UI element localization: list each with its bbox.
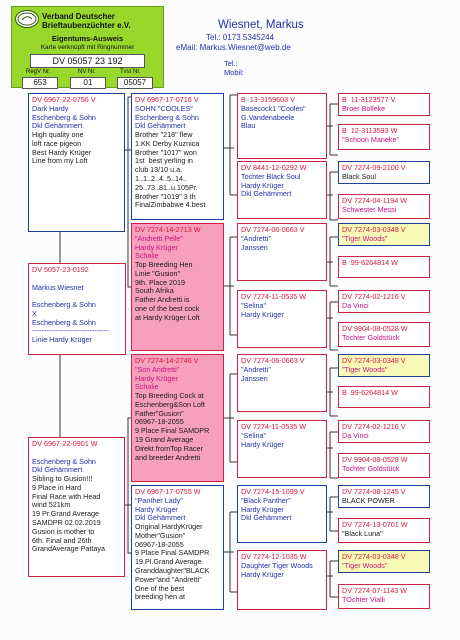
dam-box-line: GrandAverage Pattaya (32, 544, 105, 554)
gen3-box-2-line: Hardy Krüger (241, 180, 284, 190)
subject-box-line: Markus Wiesnet (32, 282, 84, 292)
owner-mobile: Mobil: (224, 68, 245, 77)
gen3-box-1-line: Basecock1 "Cooles" (241, 103, 306, 113)
card-value-regv: 653 (22, 77, 58, 89)
gen3-box-7-line: "Black Panther" (241, 495, 291, 505)
sire-sire-box-line: Dkl Gehämmert (135, 121, 186, 131)
sire-dam-box-line: Linie "Gusion" (135, 268, 181, 278)
gen3-box-3-line: DV 7274-06-0663 V (241, 225, 305, 234)
gen4-box-9-line: "Tiger Woods" (342, 364, 388, 374)
gen3-box-1-line: G.Vandenabeele (241, 112, 295, 122)
dam-box-line: Dkl Gehämmert (32, 465, 83, 475)
dam-sire-box-line: Hardy Krüger (135, 373, 178, 383)
gen3-box-1 (237, 93, 327, 159)
sire-box-line: loft race pigeon (32, 138, 82, 148)
gen4-box-1-line: B 11-3123577 V (342, 95, 396, 104)
owner-phone: Tel.: 0173 5345244 (206, 33, 275, 42)
sire-dam-box-line: South Afrika (135, 286, 174, 296)
gen4-box-12-line: DV 9904-08-0528 W (342, 455, 408, 464)
gen3-box-3-line: "Andretti" (241, 233, 271, 243)
gen4-box-4-line: Schwester Messi (342, 204, 397, 214)
dam-box-line: Eschenberg & Sohn (32, 456, 96, 466)
gen3-box-7-line: Dkl Gehämmert (241, 513, 292, 523)
gen4-box-14 (338, 518, 430, 543)
dam-sire-box-line: Direkt fromTop Racer (135, 443, 203, 453)
dam-sire-box-line: Eschenberg&Son Loft (135, 399, 205, 409)
dam-dam-box-line: One of the best (135, 583, 185, 593)
card-title: Eigentums-Ausweis (51, 34, 124, 43)
dam-box-line: SAMDPR 02.02.2019 (32, 518, 101, 528)
gen4-box-10-line: B 99-6264814 W (342, 388, 398, 397)
sire-box-line: High quality one (32, 130, 84, 140)
sire-dam-box-line: Father Andretti is (135, 295, 190, 305)
sire-box-line: Dark Hardy (32, 103, 69, 113)
gen3-box-4-line: DV 7274-11-0535 W (241, 292, 306, 301)
sire-dam-box-line: 9th. Place 2019 (135, 277, 185, 287)
gen3-box-7 (237, 485, 327, 543)
sire-box-line: DV 6967-22-0756 V (32, 95, 96, 104)
sire-sire-box-line: 1..1..2..4..5..14.. (135, 174, 187, 184)
dam-box-line: wind 521km (32, 500, 71, 510)
gen4-box-2 (338, 124, 430, 150)
gen3-box-5 (237, 354, 327, 412)
gen4-box-3-line: DV 7274-09-2100 V (342, 163, 406, 172)
gen4-box-1-line: Broer Bolleke (342, 103, 386, 113)
card-subtitle: Karte verknüpft mit Ringnummer (40, 44, 135, 51)
dam-box-line: DV 6967-22-0901 W (32, 439, 98, 448)
gen4-box-6-line: B 99-6264814 W (342, 258, 398, 267)
sire-dam-box-line: at Hardy Krüger Loft (135, 312, 200, 322)
gen4-box-14-line: DV 7274-13-0701 W (342, 520, 408, 529)
gen4-box-14-line: "Black Luna" (342, 528, 383, 538)
gen4-box-16 (338, 584, 430, 609)
association-logo-icon (15, 10, 39, 28)
gen3-box-6 (237, 420, 327, 478)
card-label-nv: NV Nr. (78, 69, 96, 75)
dam-dam-box-line: Mother"Gusion" (135, 530, 186, 540)
sire-sire-box-line: 1.KK Derby Kuznica (135, 138, 200, 148)
gen4-box-5-line: "Tiger Woods" (342, 233, 388, 243)
gen4-box-5-line: DV 7274-03-0348 V (342, 225, 406, 234)
gen3-box-1-line: Blau (241, 121, 256, 131)
gen4-box-12 (338, 453, 430, 478)
gen4-box-5 (338, 223, 430, 246)
dam-dam-box-line: "Panther Lady" (135, 495, 183, 505)
dam-box-line: Final Race with Head (32, 491, 101, 501)
subject-box-line: Eschenberg & Sohn (32, 300, 96, 310)
gen4-box-4-line: DV 7274-04-1194 W (342, 196, 407, 205)
dam-dam-box-line: Original HardyKrüger (135, 522, 203, 532)
dam-dam-box (131, 485, 224, 610)
dam-dam-box-line: breeding hen at (135, 592, 185, 602)
card-org-line1: Verband Deutscher (42, 12, 115, 21)
gen3-box-8 (237, 550, 327, 610)
sire-sire-box (131, 93, 224, 220)
dam-sire-box (131, 354, 224, 482)
gen3-box-6-line: Hardy Krüger (241, 439, 284, 449)
dam-dam-box-line: Hardy Krüger (135, 504, 178, 514)
sire-dam-box (131, 223, 224, 351)
dam-sire-box-line: Top Breeding Cock at (135, 391, 204, 401)
gen3-box-4-line: Hardy Krüger (241, 309, 284, 319)
gen3-box-2 (237, 161, 327, 219)
gen4-box-9 (338, 354, 430, 377)
dam-sire-box-line: Father"Gusion" (135, 408, 184, 418)
dam-box (28, 437, 125, 577)
sire-dam-box-line: DV 7274-14-2713 W (135, 225, 201, 234)
dam-box-line: Gusion is mother to (32, 526, 95, 536)
gen4-box-11-line: Da Vinci (342, 430, 369, 440)
sire-sire-box-line: Brother "218" flew (135, 130, 193, 140)
sire-sire-box-line: club 13/10 u.a. (135, 165, 183, 175)
sire-dam-box-line: Top Breeding Hen (135, 260, 193, 270)
gen4-box-15-line: "Tiger Woods" (342, 560, 388, 570)
gen4-box-12-line: Tochter Goldstück (342, 463, 400, 473)
dam-sire-box-line: 06967-18-2055 (135, 417, 184, 427)
gen3-box-8-line: DV 7274-12-1035 W (241, 552, 307, 561)
gen3-box-4 (237, 290, 327, 348)
dam-sire-box-line: DV 7274-14-2746 V (135, 356, 199, 365)
subject-box-line: -------------------------------- (32, 326, 109, 336)
gen4-box-2-line: "Schoon Maneke" (342, 134, 400, 144)
sire-box-line: Dkl Gehämmert (32, 121, 83, 131)
sire-box-line: Line from my Loft (32, 156, 88, 166)
subject-box-line: Linie Hardy Krüger (32, 335, 92, 345)
dam-sire-box-line: 19 Grand Average (135, 435, 194, 445)
sire-dam-box-line: "Andretti Pelle" (135, 233, 183, 243)
gen3-box-6-line: "Selina" (241, 430, 267, 440)
gen3-box-5-line: Janssen (241, 373, 268, 383)
gen4-box-15 (338, 550, 430, 573)
sire-sire-box-line: FinalZimbabwe 4.best (135, 200, 206, 210)
dam-sire-box-line: 9 Place Final SAMDPR (135, 426, 210, 436)
gen3-box-2-line: Tochter Black Soul (241, 171, 301, 181)
dam-dam-box-line: 06967-18-2055 (135, 539, 184, 549)
gen3-box-4-line: "Selina" (241, 300, 267, 310)
dam-dam-box-line: 19.Pl.Grand Average (135, 557, 202, 567)
subject-box-line: X (32, 308, 37, 318)
sire-sire-box-line: Brother "1017" won (135, 147, 197, 157)
gen4-box-13 (338, 485, 430, 508)
gen3-box-8-line: Daughter Tiger Woods (241, 560, 313, 570)
gen4-box-16-line: DV 7274-07-1143 W (342, 586, 407, 595)
gen3-box-2-line: DV 8441-12-0292 W (241, 163, 307, 172)
gen4-box-9-line: DV 7274-03-0348 V (342, 356, 406, 365)
gen4-box-8-line: Tochter Goldstück (342, 332, 400, 342)
card-ring-number: DV 05057 23 192 (30, 54, 145, 68)
dam-sire-box-line: and breeder Andretti (135, 452, 201, 462)
dam-dam-box-line: Granddaughter"BLACK (135, 566, 210, 576)
gen4-box-1 (338, 93, 430, 116)
gen4-box-6 (338, 256, 430, 278)
gen4-box-7-line: DV 7274-02-1216 V (342, 292, 406, 301)
card-value-nv: 01 (70, 77, 106, 89)
gen4-box-7 (338, 290, 430, 313)
gen4-box-10 (338, 386, 430, 408)
sire-sire-box-line: Eschenberg & Sohn (135, 112, 199, 122)
gen4-box-3-line: Black Soul (342, 171, 376, 181)
owner-email: eMail: Markus.Wiesnet@web.de (176, 43, 291, 52)
subject-box (28, 263, 126, 355)
gen3-box-1-line: B 13-3159603 V (241, 95, 295, 104)
gen4-box-4 (338, 194, 430, 219)
dam-dam-box-line: Power"and "Andretti" (135, 574, 202, 584)
dam-box-line: 9 Place in Hard (32, 482, 82, 492)
card-org-line2: Brieftaubenzüchter e.V. (42, 21, 131, 30)
gen4-box-11 (338, 420, 430, 443)
sire-dam-box-line: Hardy Krüger (135, 242, 178, 252)
gen3-box-5-line: "Andretti" (241, 364, 271, 374)
gen3-box-3-line: Janssen (241, 242, 268, 252)
sire-box-line: Best Hardy Krüger (32, 147, 92, 157)
owner-name: Wiesnet, Markus (218, 19, 304, 31)
gen3-box-6-line: DV 7274-11-0535 W (241, 422, 306, 431)
dam-sire-box-line: Schalie (135, 382, 159, 392)
sire-dam-box-line: one of the best cock (135, 304, 200, 314)
dam-box-line: Sibling to Gusion!!! (32, 474, 93, 484)
gen4-box-3 (338, 161, 430, 184)
gen3-box-2-line: Dkl Gehämmert (241, 189, 292, 199)
gen4-box-16-line: TOchter Vialli (342, 594, 385, 604)
gen4-box-2-line: B 12-3113593 W (342, 126, 398, 135)
dam-dam-box-line: DV 6967-17-0755 W (135, 487, 201, 496)
dam-dam-box-line: 9 Place Final SAMDPR (135, 548, 210, 558)
gen4-box-7-line: Da Vinci (342, 300, 369, 310)
dam-sire-box-line: "Son Andretti" (135, 364, 180, 374)
dam-dam-box-line: Dkl Gehämmert (135, 513, 186, 523)
sire-sire-box-line: 25..73..81..u.105Pr. (135, 182, 198, 192)
sire-sire-box-line: 1st best yerling in (135, 156, 193, 166)
card-value-tvst: 05057 (117, 77, 153, 89)
gen4-box-15-line: DV 7274-03-0348 V (342, 552, 406, 561)
sire-dam-box-line: Schalie (135, 251, 159, 261)
subject-box-line: Eschenberg & Sohn (32, 317, 96, 327)
gen4-box-11-line: DV 7274-02-1216 V (342, 422, 406, 431)
dam-box-line: 19 Pr.Grand Average (32, 509, 99, 519)
gen3-box-7-line: DV 7274-15-1099 V (241, 487, 305, 496)
sire-sire-box-line: Brother "1019" 3 th (135, 191, 196, 201)
sire-sire-box-line: DV 6967-17-0716 V (135, 95, 199, 104)
sire-box (28, 93, 125, 232)
card-label-tvst: Tvst Nr. (120, 69, 141, 75)
gen4-box-8 (338, 322, 430, 347)
owner-phone-2: Tel.: (224, 59, 238, 68)
ownership-card (11, 6, 164, 88)
gen4-box-8-line: DV 9904-08-0528 W (342, 324, 408, 333)
gen4-box-13-line: DV 7274-08-1245 V (342, 487, 406, 496)
gen4-box-13-line: BLACK POWER (342, 495, 395, 505)
gen3-box-8-line: Hardy Krüger (241, 569, 284, 579)
dam-box-line: 6th. Final and 26th (32, 535, 92, 545)
gen3-box-5-line: DV 7274-06-0663 V (241, 356, 305, 365)
sire-sire-box-line: SOHN "COOLES" (135, 103, 193, 113)
subject-box-line: DV 5057-23-0192 (32, 265, 89, 274)
gen3-box-3 (237, 223, 327, 281)
gen3-box-7-line: Hardy Krüger (241, 504, 284, 514)
sire-box-line: Eschenberg & Sohn (32, 112, 96, 122)
card-label-regv: RegV Nr. (26, 69, 51, 75)
